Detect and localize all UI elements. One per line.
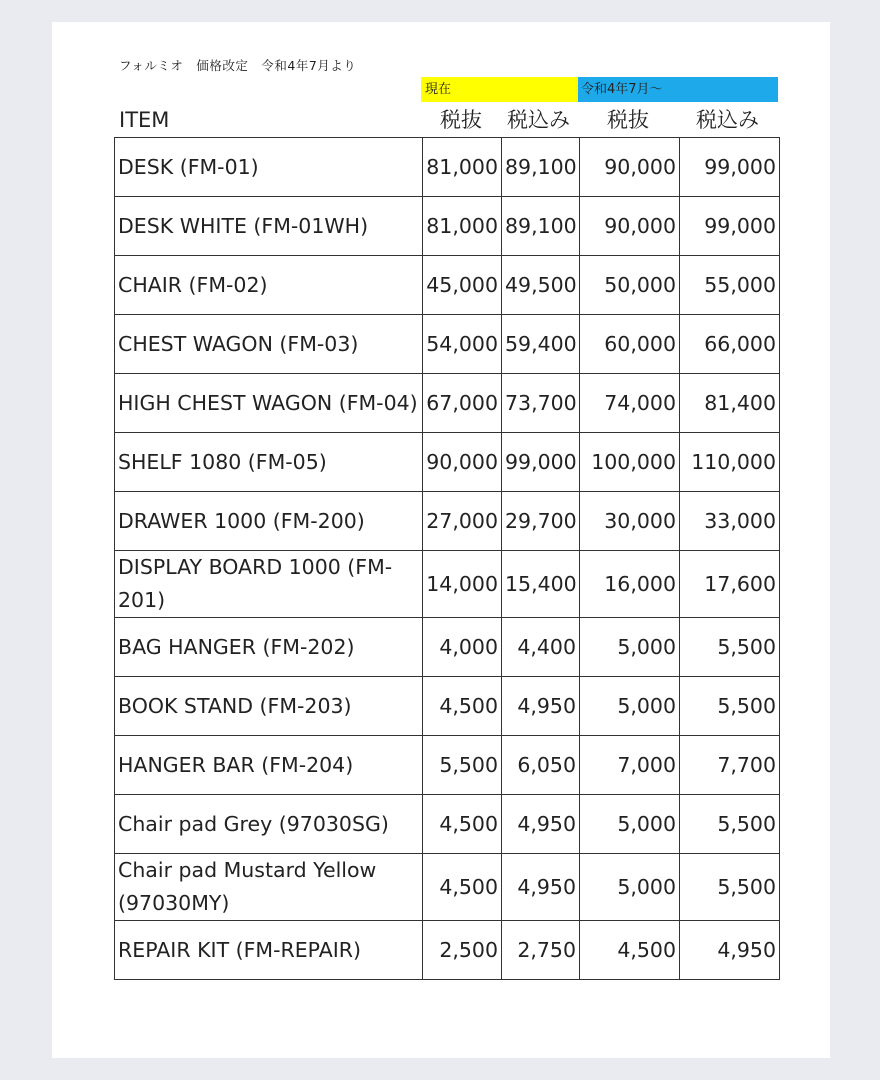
table-row <box>115 256 780 315</box>
current-in-tax-cell: 4,400 <box>502 618 580 677</box>
table-row <box>115 921 780 980</box>
current-ex-tax-cell: 4,000 <box>423 618 502 677</box>
item-name-cell: BAG HANGER (FM-202) <box>115 618 423 677</box>
item-name-cell: SHELF 1080 (FM-05) <box>115 433 423 492</box>
current-in-tax-cell: 73,700 <box>502 374 580 433</box>
table-row <box>115 736 780 795</box>
new-ex-tax-cell: 30,000 <box>580 492 680 551</box>
table-row <box>115 551 780 618</box>
current-in-tax-cell: 89,100 <box>502 138 580 197</box>
new-ex-tax-cell: 16,000 <box>580 551 680 618</box>
new-ex-tax-cell: 5,000 <box>580 795 680 854</box>
item-name-cell: DESK (FM-01) <box>115 138 423 197</box>
current-ex-tax-cell: 67,000 <box>423 374 502 433</box>
table-row <box>115 492 780 551</box>
current-in-tax-cell: 6,050 <box>502 736 580 795</box>
new-in-tax-cell: 33,000 <box>680 492 780 551</box>
document-page <box>52 22 830 1058</box>
current-in-tax-cell: 29,700 <box>502 492 580 551</box>
new-in-tax-cell: 5,500 <box>680 677 780 736</box>
current-in-tax-cell: 15,400 <box>502 551 580 618</box>
table-row <box>115 138 780 197</box>
current-ex-tax-cell: 81,000 <box>423 197 502 256</box>
item-name-cell: DESK WHITE (FM-01WH) <box>115 197 423 256</box>
current-in-tax-cell: 99,000 <box>502 433 580 492</box>
table-row <box>115 854 780 921</box>
new-in-tax-cell: 55,000 <box>680 256 780 315</box>
table-row <box>115 677 780 736</box>
table-row <box>115 197 780 256</box>
new-in-tax-cell: 5,500 <box>680 618 780 677</box>
header-current-ex-tax: 税抜 <box>440 108 482 132</box>
header-new-ex-tax: 税抜 <box>607 108 649 132</box>
item-name-cell: HIGH CHEST WAGON (FM-04) <box>115 374 423 433</box>
current-in-tax-cell: 2,750 <box>502 921 580 980</box>
new-ex-tax-cell: 90,000 <box>580 138 680 197</box>
table-row <box>115 374 780 433</box>
table-row <box>115 433 780 492</box>
document-title: フォルミオ 価格改定 令和4年7月より <box>119 58 357 73</box>
new-ex-tax-cell: 4,500 <box>580 921 680 980</box>
new-in-tax-cell: 5,500 <box>680 795 780 854</box>
new-in-tax-cell: 4,950 <box>680 921 780 980</box>
new-ex-tax-cell: 100,000 <box>580 433 680 492</box>
item-name-cell: CHEST WAGON (FM-03) <box>115 315 423 374</box>
new-in-tax-cell: 81,400 <box>680 374 780 433</box>
new-in-tax-cell: 66,000 <box>680 315 780 374</box>
new-ex-tax-cell: 5,000 <box>580 677 680 736</box>
current-ex-tax-cell: 14,000 <box>423 551 502 618</box>
current-ex-tax-cell: 2,500 <box>423 921 502 980</box>
item-name-cell: HANGER BAR (FM-204) <box>115 736 423 795</box>
new-ex-tax-cell: 60,000 <box>580 315 680 374</box>
current-in-tax-cell: 4,950 <box>502 854 580 921</box>
new-ex-tax-cell: 5,000 <box>580 854 680 921</box>
item-name-cell: CHAIR (FM-02) <box>115 256 423 315</box>
current-in-tax-cell: 49,500 <box>502 256 580 315</box>
current-ex-tax-cell: 54,000 <box>423 315 502 374</box>
current-ex-tax-cell: 90,000 <box>423 433 502 492</box>
item-name-cell: DISPLAY BOARD 1000 (FM-201) <box>115 551 423 618</box>
new-ex-tax-cell: 7,000 <box>580 736 680 795</box>
price-table <box>114 137 780 980</box>
new-in-tax-cell: 5,500 <box>680 854 780 921</box>
current-price-band: 現在 <box>421 77 578 102</box>
current-ex-tax-cell: 4,500 <box>423 854 502 921</box>
table-row <box>115 795 780 854</box>
current-in-tax-cell: 89,100 <box>502 197 580 256</box>
current-in-tax-cell: 4,950 <box>502 795 580 854</box>
new-ex-tax-cell: 50,000 <box>580 256 680 315</box>
item-name-cell: Chair pad Mustard Yellow (97030MY) <box>115 854 423 921</box>
current-ex-tax-cell: 4,500 <box>423 795 502 854</box>
new-in-tax-cell: 17,600 <box>680 551 780 618</box>
new-ex-tax-cell: 74,000 <box>580 374 680 433</box>
header-item: ITEM <box>119 108 170 132</box>
current-ex-tax-cell: 5,500 <box>423 736 502 795</box>
new-in-tax-cell: 110,000 <box>680 433 780 492</box>
current-ex-tax-cell: 81,000 <box>423 138 502 197</box>
table-row <box>115 618 780 677</box>
table-row <box>115 315 780 374</box>
item-name-cell: DRAWER 1000 (FM-200) <box>115 492 423 551</box>
new-ex-tax-cell: 5,000 <box>580 618 680 677</box>
current-ex-tax-cell: 4,500 <box>423 677 502 736</box>
header-new-in-tax: 税込み <box>696 108 759 132</box>
current-ex-tax-cell: 45,000 <box>423 256 502 315</box>
current-in-tax-cell: 59,400 <box>502 315 580 374</box>
new-in-tax-cell: 99,000 <box>680 138 780 197</box>
new-ex-tax-cell: 90,000 <box>580 197 680 256</box>
current-in-tax-cell: 4,950 <box>502 677 580 736</box>
new-in-tax-cell: 7,700 <box>680 736 780 795</box>
header-current-in-tax: 税込み <box>507 108 570 132</box>
item-name-cell: BOOK STAND (FM-203) <box>115 677 423 736</box>
item-name-cell: REPAIR KIT (FM-REPAIR) <box>115 921 423 980</box>
new-in-tax-cell: 99,000 <box>680 197 780 256</box>
new-price-band: 令和4年7月～ <box>578 77 778 102</box>
item-name-cell: Chair pad Grey (97030SG) <box>115 795 423 854</box>
current-ex-tax-cell: 27,000 <box>423 492 502 551</box>
